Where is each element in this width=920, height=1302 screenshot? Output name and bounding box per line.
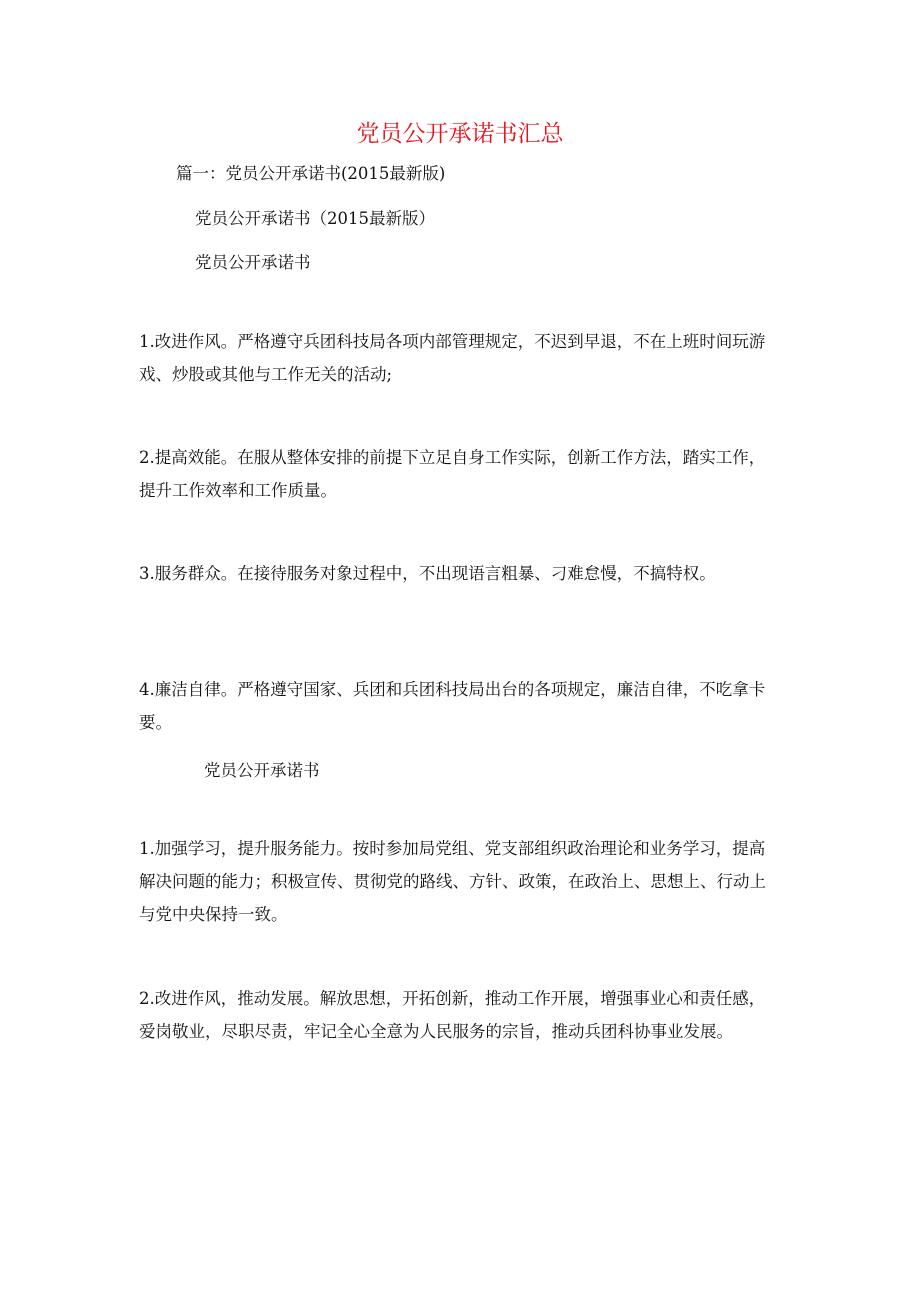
commitment-item: 3.服务群众。在接待服务对象过程中，不出现语言粗暴、刁难怠慢，不搞特权。 [139, 564, 716, 583]
document-title: 党员公开承诺书汇总 [356, 121, 564, 147]
commitment-heading-2: 党员公开承诺书 [204, 761, 320, 780]
commitment-item: 2.改进作风，推动发展。解放思想，开拓创新，推动工作开展，增强事业心和责任感，爱岗敬业，尽职尽责，牢记全心全意为人民服务的宗旨，推动兵团科协事业发展。 [139, 989, 766, 1041]
commitment-item: 4.廉洁自律。严格遵守国家、兵团和兵团科技局出台的各项规定，廉洁自律，不吃拿卡要。 [139, 680, 766, 732]
commitment-item: 1.加强学习，提升服务能力。按时参加局党组、党支部组织政治理论和业务学习，提高解决问题的能力；积极宣传、贯彻党的路线、方针、政策，在政治上、思想上、行动上与党中央保持一致。 [139, 839, 766, 924]
subtitle: 党员公开承诺书（2015最新版） [195, 209, 435, 228]
commitment-heading-1: 党员公开承诺书 [195, 253, 311, 272]
commitment-item: 1.改进作风。严格遵守兵团科技局各项内部管理规定，不迟到早退，不在上班时间玩游戏、炒股或其他与工作无关的活动; [139, 332, 766, 384]
commitment-item: 2.提高效能。在服从整体安排的前提下立足自身工作实际，创新工作方法，踏实工作，提升工作效率和工作质量。 [139, 448, 766, 500]
section-heading: 篇一：党员公开承诺书(2015最新版) [176, 164, 446, 183]
